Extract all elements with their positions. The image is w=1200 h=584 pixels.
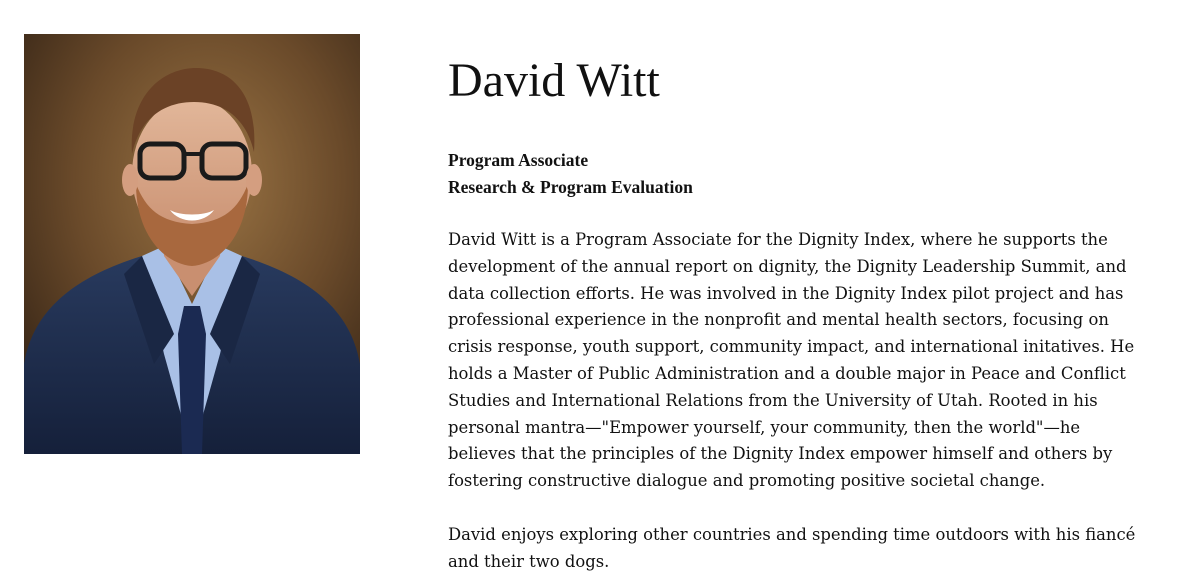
profile-photo: [24, 34, 360, 454]
page-title: David Witt: [448, 54, 660, 107]
bio-section: [448, 227, 1138, 575]
bio-paragraph: David enjoys exploring other countries and spending time outdoors with his fiancé and their two dogs.: [448, 524, 1136, 571]
profile-content: [448, 52, 1168, 575]
job-title: Program Associate: [448, 150, 589, 170]
role-block: [448, 147, 1168, 201]
department: Research & Program Evaluation: [448, 177, 693, 197]
bio-paragraph: David Witt is a Program Associate for the Dignity Index, where he supports the development of the annual report on dignity, the Dignity Leadership Summit, and data collection efforts. He was involved in the Dignity Index pilot project and has professional experience in the nonprofit and mental health sectors, focusing on crisis response, youth support, community impact, and international initatives. He holds a Master of Public Administration and a double major in Peace and Conflict Studies and International Relations from the University of Utah. Rooted in his personal mantra—"Empower yourself, your community, then the world"—he believes that the principles of the Dignity Index empower himself and others by fostering constructive dialogue and promoting positive societal change.: [448, 230, 1135, 491]
